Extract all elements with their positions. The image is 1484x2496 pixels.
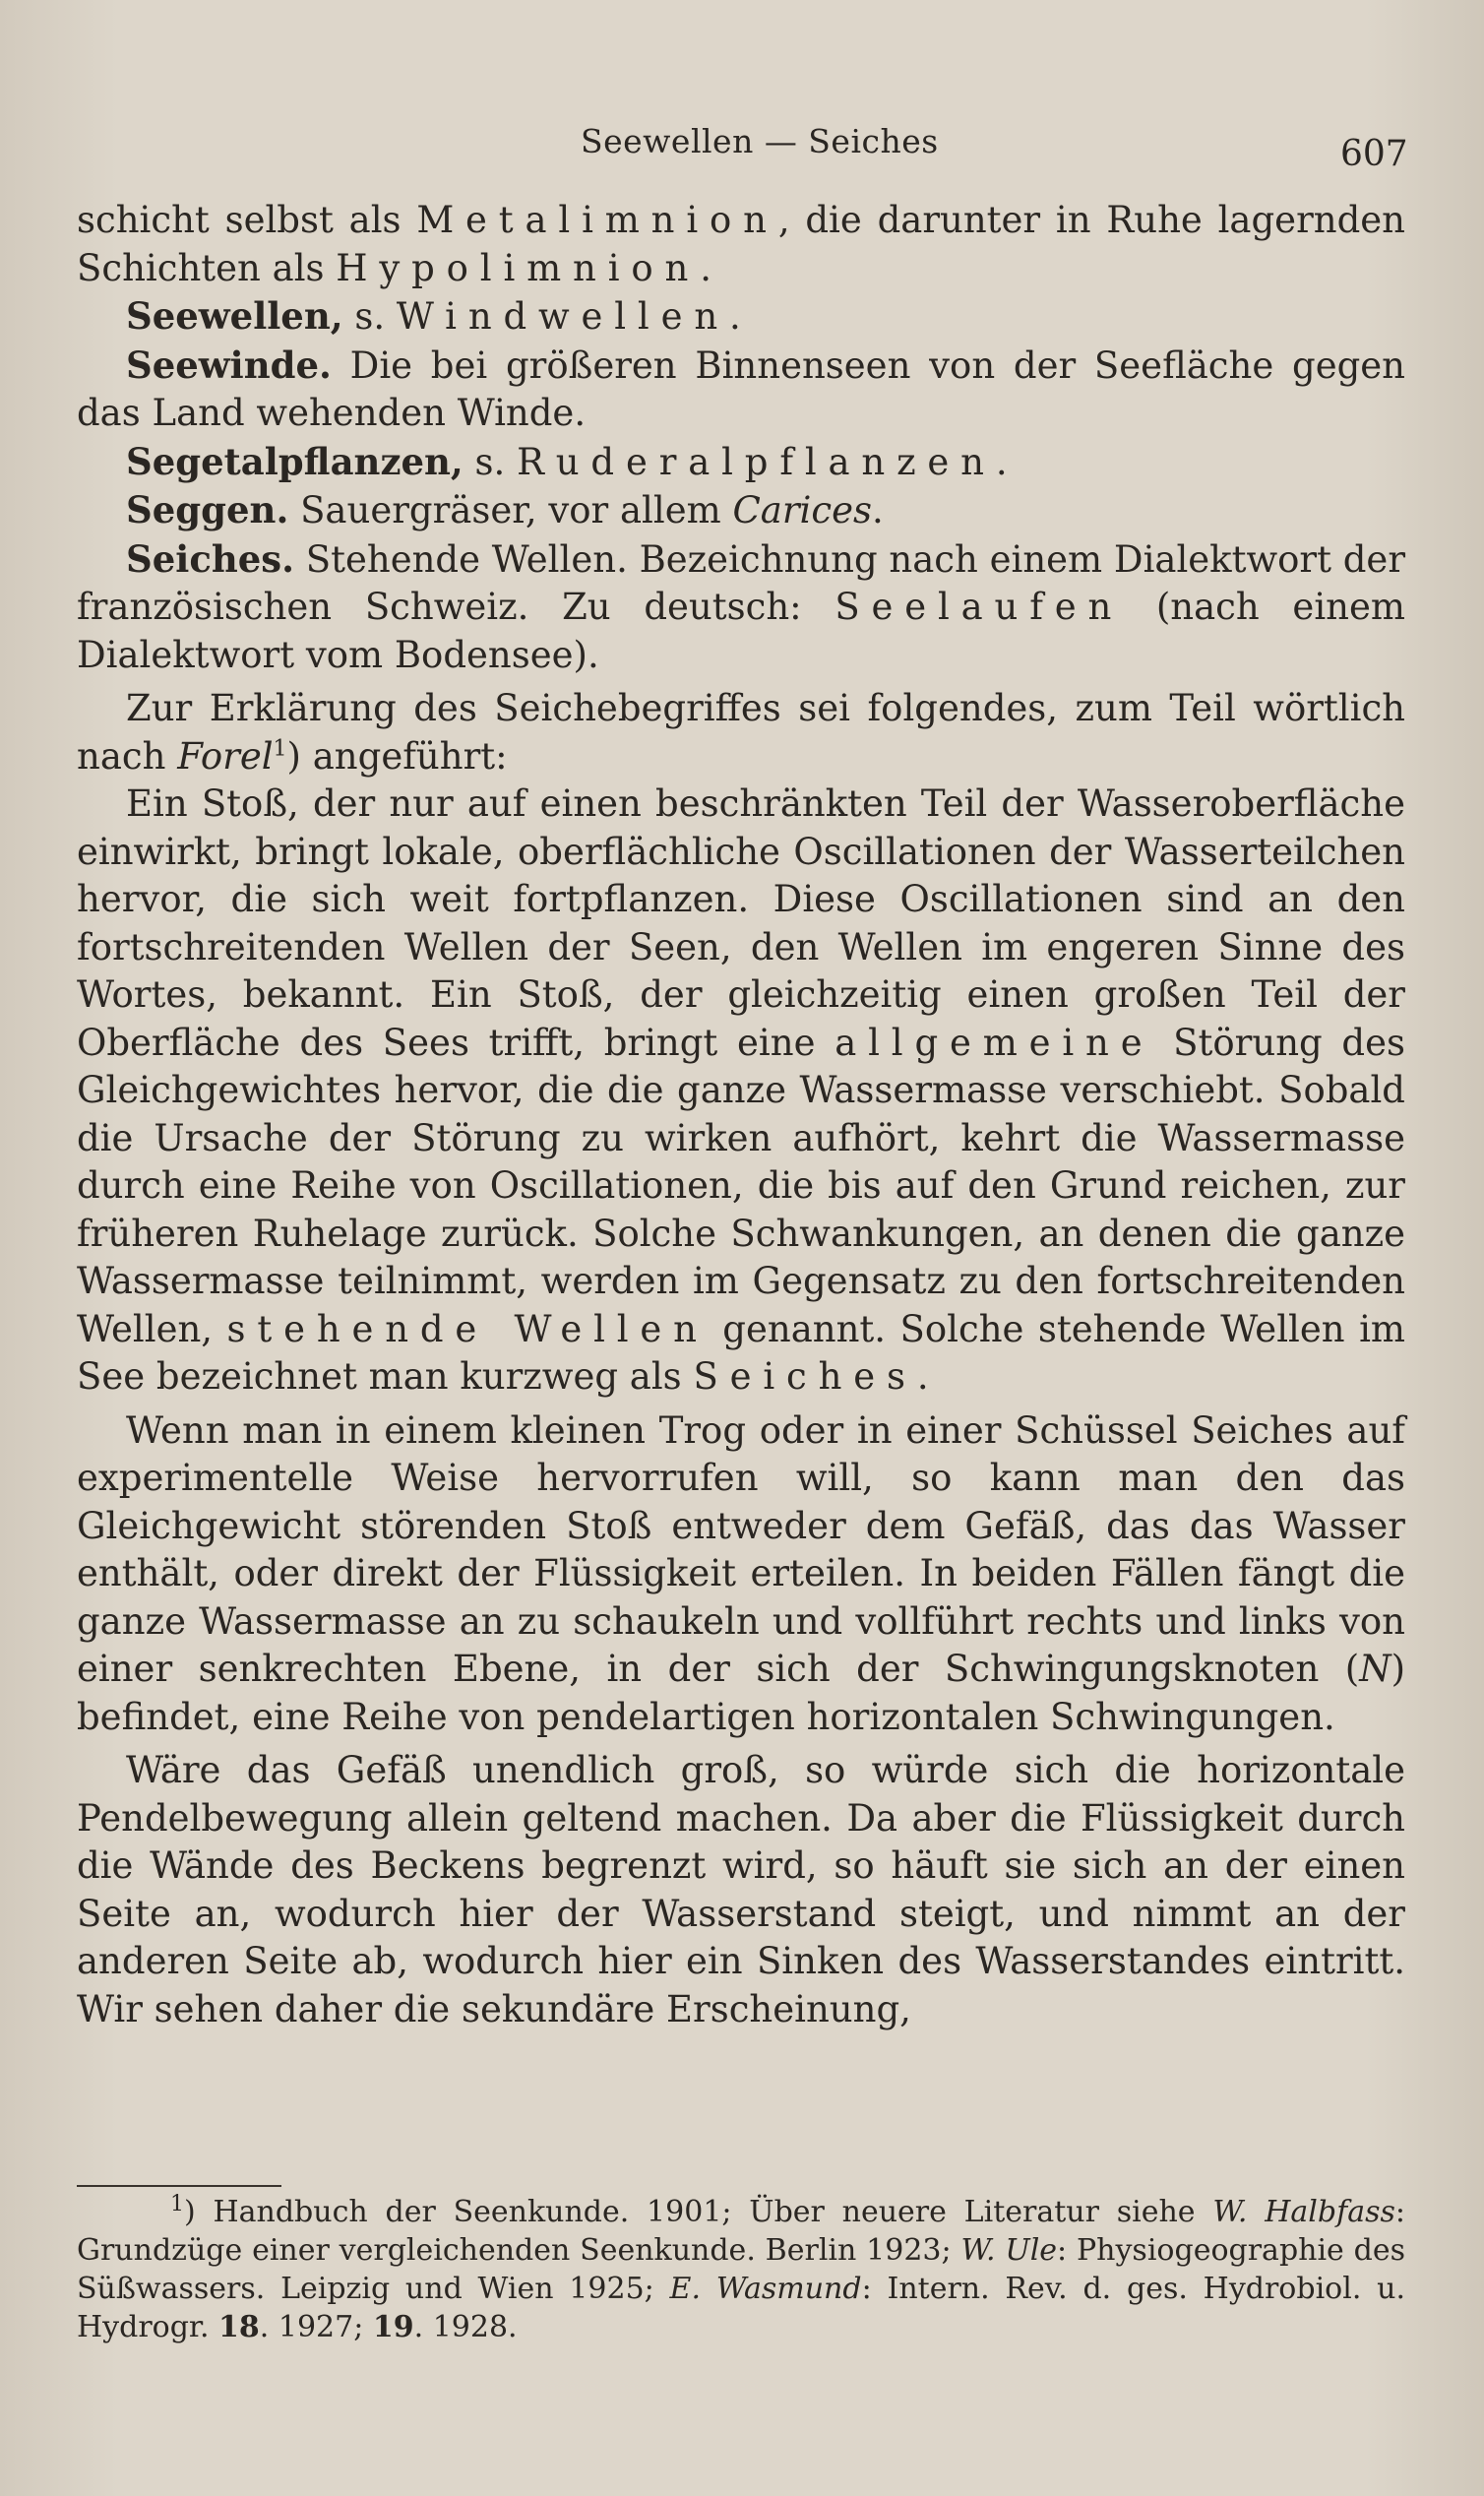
text: Störung des Gleichgewichtes hervor, die die ganze Wassermasse verschiebt. Sobald die Ursache der Störung zu wirken aufhört, kehrt die Wassermasse durch eine Reihe von Oscillationen, die bis auf den Grund reichen, zur früheren Ruhelage zurück. Solche Schwankungen, an denen die ganze Wassermasse teilnimmt, werden im Gegensatz zu den fortschreitenden Wellen, bbox=[77, 1021, 1405, 1350]
footnote-marker: 1 bbox=[273, 736, 287, 762]
volume-number: 19 bbox=[372, 2310, 414, 2344]
text: (nach einem Dialektwort vom Bodensee). bbox=[77, 586, 1405, 676]
text: : Physiogeographie des Süßwassers. Leipzig und Wien 1925; bbox=[77, 2233, 1405, 2306]
page-header bbox=[0, 110, 1484, 174]
continued-paragraph bbox=[77, 197, 1405, 292]
entry-segetalpflanzen bbox=[77, 438, 1405, 487]
text: : Grundzüge einer vergleichenden Seenkunde. Berlin 1923; bbox=[77, 2195, 1405, 2268]
text: . bbox=[729, 295, 741, 338]
text: Sauergräser, vor allem bbox=[288, 489, 733, 531]
entry-seewinde bbox=[77, 342, 1405, 438]
text: . 1928. bbox=[413, 2310, 518, 2344]
entry-lemma: Seewinde. bbox=[126, 343, 332, 387]
text: ) angeführt: bbox=[286, 734, 508, 778]
text: . bbox=[995, 440, 1008, 483]
paragraph-forel-intro bbox=[77, 685, 1405, 780]
entry-lemma: Seewellen, bbox=[126, 294, 343, 338]
text: . bbox=[871, 489, 884, 531]
paragraph-experiment bbox=[77, 1407, 1405, 1742]
italic-symbol: N bbox=[1359, 1648, 1391, 1690]
text: Ein Stoß, der nur auf einen beschränkten Teil der Wasseroberfläche einwirkt, bringt lokale, oberflächliche Oscillationen der Wasserteilchen hervor, die sich weit fortpflanzen. Diese Oscillationen sind an den fortschreitenden Wellen der Seen, den Wellen im engeren Sinne des Wortes, bekannt. Ein Stoß, der gleichzeitig einen großen Teil der Oberfläche des Sees trifft, bringt eine bbox=[77, 782, 1405, 1064]
entry-lemma: Seggen. bbox=[126, 488, 289, 531]
footnote-text bbox=[77, 2193, 1405, 2346]
text: schicht selbst als bbox=[77, 199, 417, 241]
cross-reference: Windwellen bbox=[396, 295, 730, 338]
cross-reference: Ruderalpflanzen bbox=[517, 440, 996, 483]
spaced-term: Seelaufen bbox=[835, 586, 1124, 628]
page-number: 607 bbox=[1340, 134, 1408, 174]
text: ) befindet, eine Reihe von pendelartigen horizontalen Schwingungen. bbox=[77, 1648, 1405, 1738]
paragraph-quote bbox=[77, 780, 1405, 1402]
text: Wäre das Gefäß unendlich groß, so würde sich die horizontale Pendelbewegung allein geltend machen. Da aber die Flüssigkeit durch die Wände des Beckens begrenzt wird, so häuft sie sich an der einen Seite an, wodurch hier der Wasserstand steigt, und nimmt an der anderen Seite ab, wodurch hier ein Sinken des Wasserstandes eintritt. Wir sehen daher die sekundäre Erscheinung, bbox=[77, 1749, 1405, 2030]
footnote bbox=[77, 2193, 1405, 2346]
text: , die darunter in Ruhe lagernden Schichten als bbox=[77, 199, 1405, 289]
entry-lemma: Segetalpflanzen, bbox=[126, 439, 464, 483]
author-name: Forel bbox=[177, 734, 274, 778]
spaced-term: allgemeine bbox=[835, 1021, 1154, 1064]
author-name: W. Halbfass bbox=[1212, 2195, 1395, 2229]
footnote-rule bbox=[77, 2185, 281, 2187]
volume-number: 18 bbox=[218, 2310, 260, 2344]
spaced-term: stehende Wellen bbox=[226, 1307, 709, 1350]
spaced-term: Hypolimnion bbox=[336, 246, 701, 289]
running-head: Seewellen — Seiches bbox=[581, 122, 939, 160]
text: : Intern. Rev. d. ges. Hydrobiol. u. Hydrogr. bbox=[77, 2272, 1405, 2344]
italic-term: Carices bbox=[732, 489, 872, 531]
text: genannt. Solche stehende Wellen im See bezeichnet man kurzweg als bbox=[77, 1307, 1405, 1398]
text: . bbox=[700, 246, 711, 289]
paragraph-vessel bbox=[77, 1747, 1405, 2033]
text: ) Handbuch der Seenkunde. 1901; Über neuere Literatur siehe bbox=[184, 2195, 1213, 2229]
text: Stehende Wellen. Bezeichnung nach einem Dialektwort der französischen Schweiz. Zu deutsch: bbox=[77, 537, 1406, 628]
author-name: E. Wasmund bbox=[669, 2272, 862, 2306]
page-body bbox=[77, 197, 1405, 2033]
author-name: W. Ule bbox=[960, 2233, 1058, 2268]
footnote-marker: 1 bbox=[170, 2192, 184, 2216]
text: s. bbox=[342, 295, 397, 338]
entry-seggen bbox=[77, 486, 1405, 535]
text: Zur Erklärung des Seichebegriffes sei folgendes, zum Teil wörtlich nach bbox=[77, 687, 1405, 778]
text: . 1927; bbox=[259, 2310, 373, 2344]
text: s. bbox=[463, 440, 518, 483]
entry-seiches bbox=[77, 535, 1405, 680]
spaced-term: Seiches bbox=[693, 1355, 917, 1398]
spaced-term: Metalimnion bbox=[416, 199, 778, 241]
entry-seewellen bbox=[77, 292, 1405, 342]
text: . bbox=[916, 1355, 929, 1398]
entry-lemma: Seiches. bbox=[126, 536, 294, 581]
text: Wenn man in einem kleinen Trog oder in einer Schüssel Seiches auf experimentelle Weise hervorrufen will, so kann man den das Gleichgewicht störenden Stoß entweder dem Gefäß, das das Wasser enthält, oder direkt der Flüssigkeit erteilen. In beiden Fällen fängt die ganze Wassermasse an zu schaukeln und vollführt rechts und links von einer senkrechten Ebene, in der sich der Schwingungsknoten ( bbox=[77, 1408, 1405, 1690]
text: Die bei größeren Binnenseen von der Seefläche gegen das Land wehenden Winde. bbox=[77, 343, 1405, 434]
